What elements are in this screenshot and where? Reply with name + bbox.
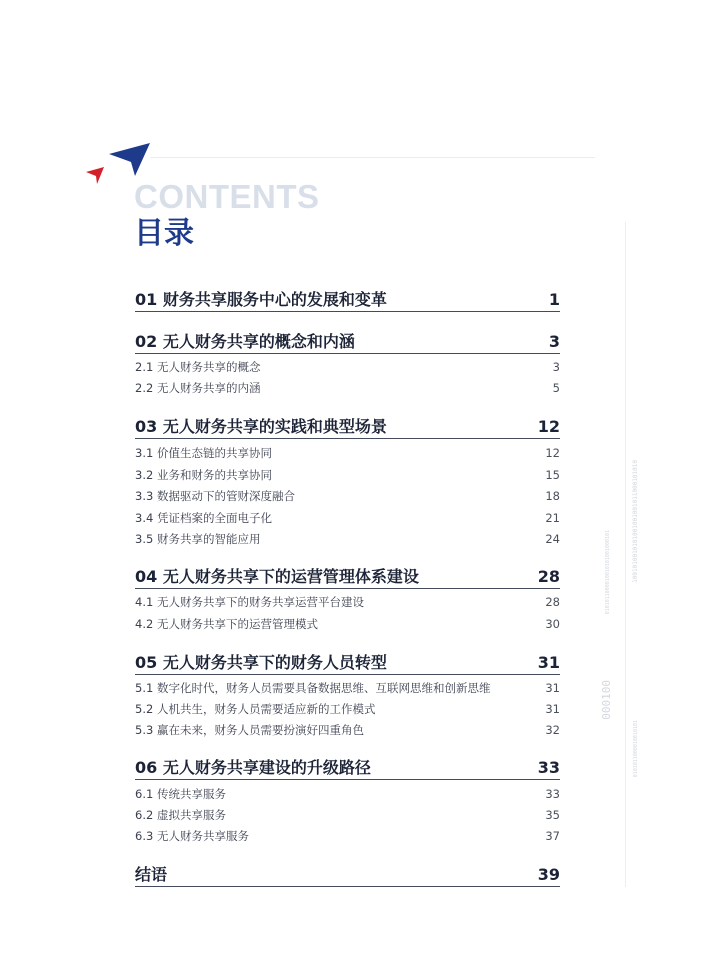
toc-section-page: 39 — [537, 865, 560, 884]
binary-decoration: 0101011000010010101 — [633, 720, 639, 778]
toc-subsection-page: 24 — [545, 532, 560, 547]
toc-section[interactable] — [135, 329, 560, 354]
toc-section-page: 31 — [537, 653, 560, 672]
toc-subsection[interactable] — [135, 702, 560, 718]
toc-section-page: 33 — [537, 758, 560, 777]
toc-section[interactable] — [135, 650, 560, 675]
toc-subsection-title: 6.1 传统共享服务 — [135, 787, 226, 802]
toc-subsection[interactable] — [135, 446, 560, 462]
toc-subsection-page: 21 — [545, 511, 560, 526]
toc-section-title: 02 无人财务共享的概念和内涵 — [135, 332, 355, 351]
toc-subsection-page: 18 — [545, 489, 560, 504]
header-rule — [150, 157, 595, 158]
toc-subsection-title: 5.1 数字化时代，财务人员需要具备数据思维、互联网思维和创新思维 — [135, 681, 491, 696]
toc-section-title: 06 无人财务共享建设的升级路径 — [135, 758, 371, 777]
toc-section-page: 28 — [537, 567, 560, 586]
toc-section[interactable] — [135, 755, 560, 780]
toc-subsection-page: 37 — [545, 829, 560, 844]
toc-subsection[interactable] — [135, 617, 560, 633]
toc-section-title: 05 无人财务共享下的财务人员转型 — [135, 653, 387, 672]
toc-subsection-page: 35 — [545, 808, 560, 823]
binary-decoration: 0101011000010010101001000101 — [605, 530, 611, 615]
toc-subsection-page: 28 — [545, 595, 560, 610]
toc-subsection-page: 3 — [552, 360, 560, 375]
toc-section-page: 3 — [548, 332, 560, 351]
toc-subsection[interactable] — [135, 595, 560, 611]
toc-subsection[interactable] — [135, 468, 560, 484]
toc-subsection-page: 15 — [545, 468, 560, 483]
toc-section[interactable] — [135, 564, 560, 589]
toc-subsection[interactable] — [135, 511, 560, 527]
toc-section[interactable] — [135, 414, 560, 439]
toc-subsection[interactable] — [135, 360, 560, 376]
toc-section-page: 12 — [537, 417, 560, 436]
toc-subsection-page: 31 — [545, 681, 560, 696]
toc-subsection-page: 33 — [545, 787, 560, 802]
toc-subsection-title: 3.1 价值生态链的共享协同 — [135, 446, 272, 461]
toc-subsection-page: 12 — [545, 446, 560, 461]
contents-label: CONTENTS — [134, 178, 320, 215]
toc-section-title: 01 财务共享服务中心的发展和变革 — [135, 290, 387, 309]
toc-subsection-title: 5.3 赢在未来，财务人员需要扮演好四重角色 — [135, 723, 364, 738]
toc-subsection-page: 30 — [545, 617, 560, 632]
toc-subsection-title: 3.2 业务和财务的共享协同 — [135, 468, 272, 483]
toc-subsection-title: 3.4 凭证档案的全面电子化 — [135, 511, 272, 526]
toc-subsection-title: 6.3 无人财务共享服务 — [135, 829, 249, 844]
toc-subsection-page: 31 — [545, 702, 560, 717]
toc-subsection[interactable] — [135, 808, 560, 824]
toc-subsection-title: 5.2 人机共生，财务人员需要适应新的工作模式 — [135, 702, 376, 717]
toc-subsection[interactable] — [135, 381, 560, 397]
toc-section[interactable] — [135, 287, 560, 312]
toc-subsection-title: 6.2 虚拟共享服务 — [135, 808, 226, 823]
toc-subsection[interactable] — [135, 681, 560, 697]
toc-subsection[interactable] — [135, 723, 560, 739]
toc-subsection-title: 2.1 无人财务共享的概念 — [135, 360, 261, 375]
toc-subsection[interactable] — [135, 489, 560, 505]
toc-section-page: 1 — [548, 290, 560, 309]
toc-subsection-title: 3.5 财务共享的智能应用 — [135, 532, 261, 547]
toc-section-title: 结语 — [135, 865, 168, 884]
toc-subsection[interactable] — [135, 829, 560, 845]
toc-section[interactable] — [135, 862, 560, 887]
binary-decoration: 000100 — [600, 680, 613, 720]
toc-subsection-title: 3.3 数据驱动下的管财深度融合 — [135, 489, 295, 504]
toc-subsection-title: 2.2 无人财务共享的内涵 — [135, 381, 261, 396]
binary-decoration: 1001010010101001001001011000101010 — [632, 460, 639, 583]
toc-section-title: 04 无人财务共享下的运营管理体系建设 — [135, 567, 419, 586]
toc-subsection[interactable] — [135, 532, 560, 548]
side-divider — [625, 222, 626, 887]
toc-section-title: 03 无人财务共享的实践和典型场景 — [135, 417, 387, 436]
page-title: 目录 — [134, 216, 194, 251]
toc-subsection-title: 4.1 无人财务共享下的财务共享运营平台建设 — [135, 595, 364, 610]
toc-subsection-title: 4.2 无人财务共享下的运营管理模式 — [135, 617, 318, 632]
toc-subsection[interactable] — [135, 787, 560, 803]
toc-subsection-page: 5 — [552, 381, 560, 396]
toc-subsection-page: 32 — [545, 723, 560, 738]
